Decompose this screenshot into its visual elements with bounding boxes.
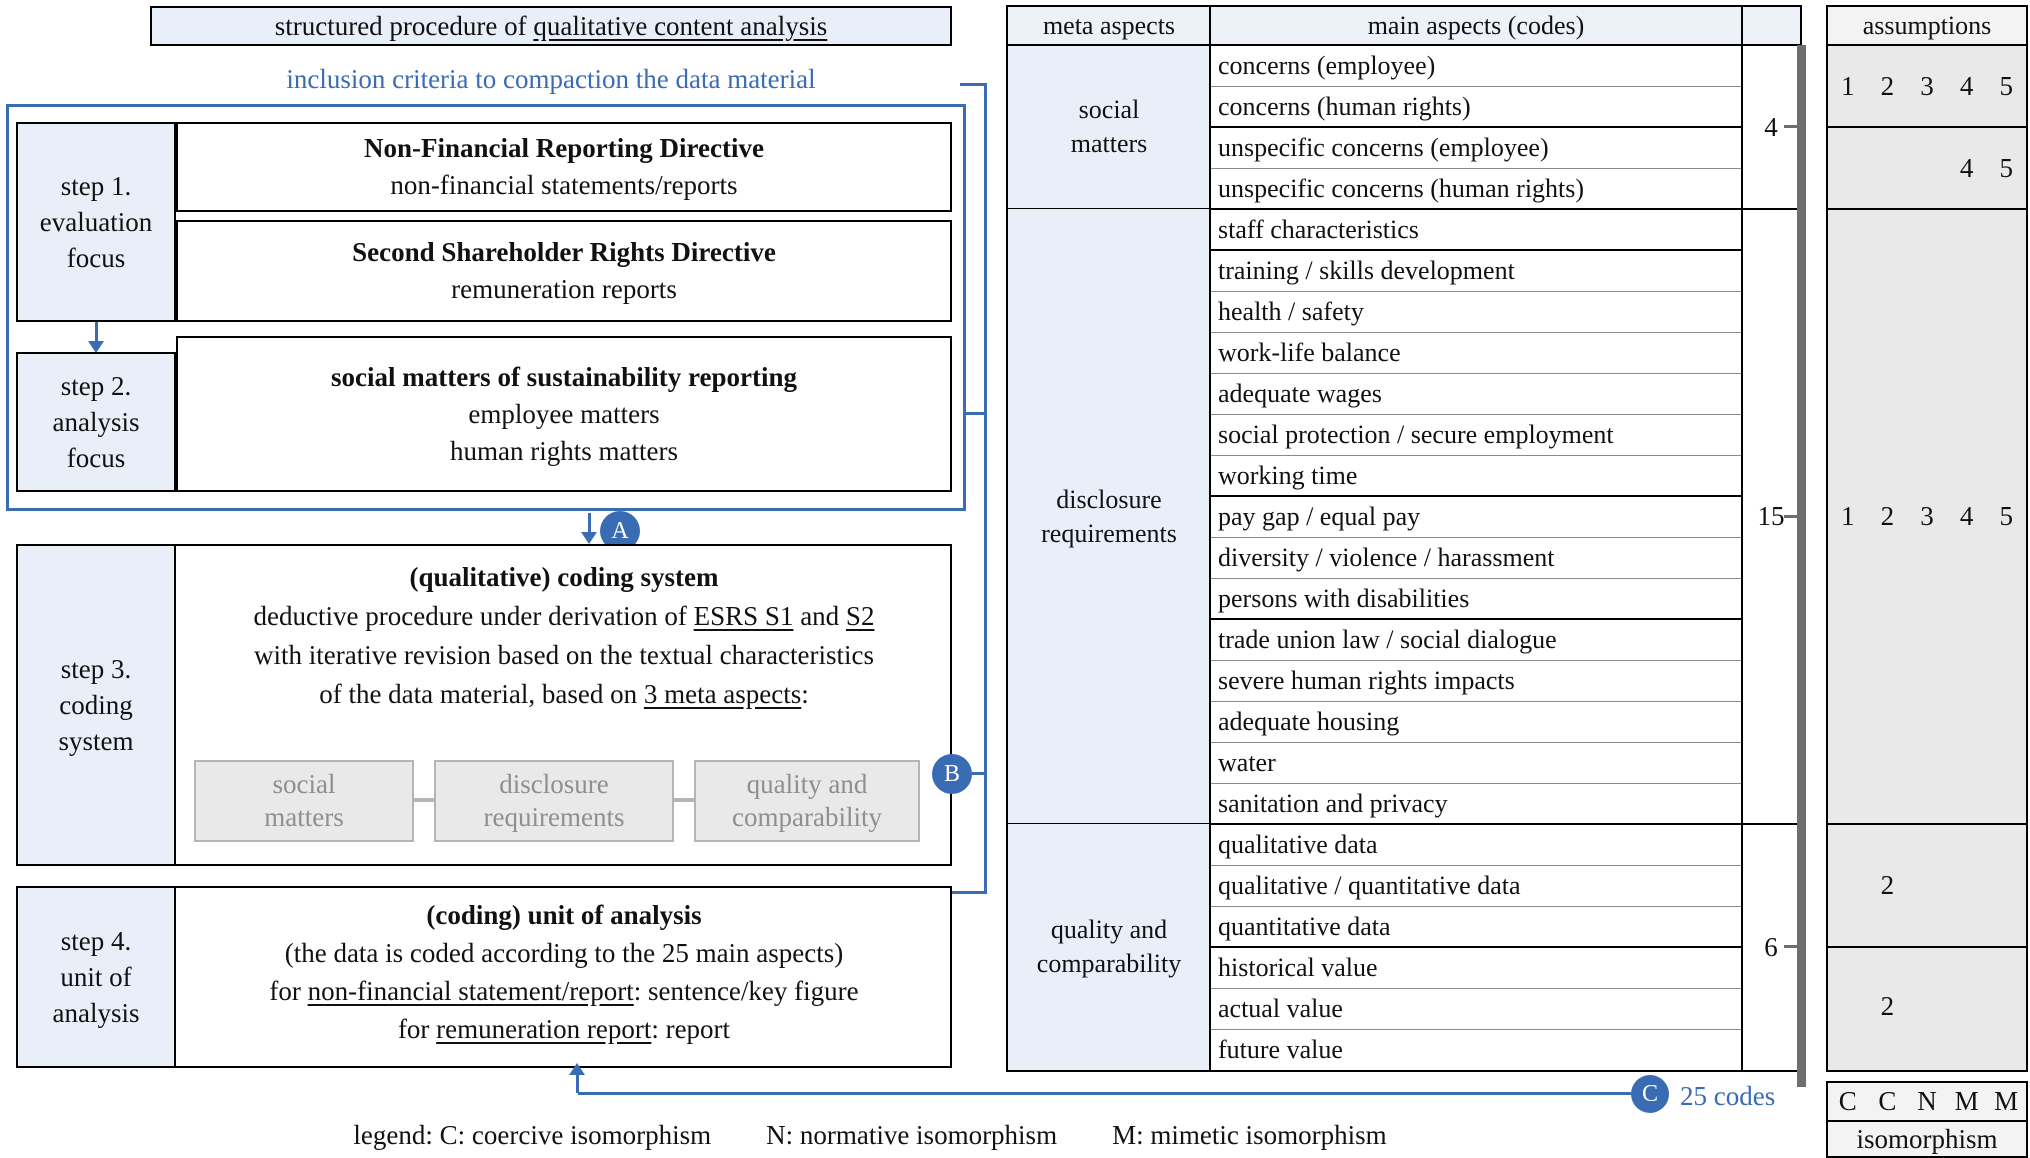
isomorphism-letter: C bbox=[1878, 1086, 1897, 1116]
assumption-number: 4 bbox=[1959, 501, 1974, 531]
codes-connector-line bbox=[578, 1092, 1631, 1095]
code-cell: unspecific concerns (employee) bbox=[1218, 133, 1549, 162]
assumptions-panel bbox=[1826, 5, 2028, 1072]
coding-system-title: (qualitative) coding system bbox=[409, 562, 719, 592]
meta-box-line: comparability bbox=[732, 802, 882, 832]
text-run: for bbox=[397, 1014, 437, 1044]
meta-box-line: requirements bbox=[483, 802, 625, 832]
count-bracket-bar bbox=[1797, 45, 1806, 1087]
meta-box-line: matters bbox=[264, 802, 344, 832]
analysis-focus-box bbox=[176, 336, 952, 492]
step-label-line: evaluation bbox=[39, 207, 153, 237]
legend-item: M: mimetic isomorphism bbox=[1112, 1120, 1387, 1150]
comb-tooth bbox=[966, 412, 986, 415]
meta-box-connector bbox=[674, 798, 694, 802]
comb-tooth bbox=[970, 772, 986, 775]
assumption-cell-divider bbox=[1828, 823, 2026, 825]
isomorphism-box bbox=[1826, 1081, 2028, 1158]
directive-subtitle: non-financial statements/reports bbox=[390, 170, 738, 200]
frame-to-step3-arrow-head bbox=[581, 532, 597, 544]
step-label-line: analysis bbox=[52, 998, 140, 1028]
text-run-underlined: 3 meta aspects bbox=[643, 679, 802, 709]
step2-label bbox=[16, 352, 176, 492]
meta-aspect-label bbox=[1008, 45, 1210, 209]
step-label-line: analysis bbox=[52, 407, 140, 437]
meta-column-divider bbox=[1209, 7, 1211, 1070]
text-run-underlined: S2 bbox=[845, 601, 875, 631]
unit-of-analysis-title: (coding) unit of analysis bbox=[426, 900, 702, 930]
coding-table bbox=[1006, 5, 1802, 1072]
code-count: 15 bbox=[1757, 501, 1785, 531]
step-label-line: step 1. bbox=[60, 171, 132, 201]
assumption-number: 5 bbox=[1999, 70, 2013, 101]
assumption-number: 4 bbox=[1959, 70, 1974, 101]
code-cell: trade union law / social dialogue bbox=[1218, 625, 1557, 654]
directive-title: Second Shareholder Rights Directive bbox=[352, 237, 776, 267]
assumption-number: 5 bbox=[1999, 152, 2013, 183]
assumption-number: 2 bbox=[1880, 991, 1895, 1021]
code-cell: health / safety bbox=[1218, 297, 1364, 326]
text-run-underlined: remuneration report bbox=[436, 1014, 652, 1044]
step3-label bbox=[16, 544, 176, 866]
text-run: : report bbox=[651, 1014, 731, 1044]
comb-tooth bbox=[952, 891, 986, 894]
meta-box-line: social bbox=[272, 769, 336, 799]
step-label-line: focus bbox=[66, 443, 126, 473]
code-cell: concerns (employee) bbox=[1218, 51, 1436, 80]
code-cell: severe human rights impacts bbox=[1218, 666, 1515, 695]
assumption-number: 4 bbox=[1959, 152, 1974, 183]
unit-of-analysis-line: (the data is coded according to the 25 main aspects) bbox=[284, 938, 844, 968]
header-divider bbox=[1008, 44, 1800, 46]
meta-box-line: quality and bbox=[746, 769, 868, 799]
main-aspects-header: main aspects (codes) bbox=[1367, 11, 1585, 40]
assumption-number: 5 bbox=[1999, 501, 2013, 531]
code-cell: work-life balance bbox=[1218, 338, 1401, 367]
meta-aspect-label-line: disclosure bbox=[1056, 484, 1162, 514]
code-cell: qualitative data bbox=[1218, 830, 1378, 859]
isomorphism-letter: M bbox=[1954, 1086, 1979, 1116]
isomorphism-letter: C bbox=[1838, 1086, 1857, 1116]
count-column-divider bbox=[1741, 7, 1743, 1070]
comb-tooth bbox=[960, 83, 986, 86]
ssrd-box bbox=[176, 220, 952, 322]
count-bracket-tick bbox=[1784, 125, 1797, 128]
step-label-line: step 3. bbox=[60, 654, 132, 684]
directive-title: Non-Financial Reporting Directive bbox=[364, 133, 764, 163]
legend-item: legend: C: coercive isomorphism bbox=[353, 1120, 712, 1150]
figure-title-prefix: structured procedure of bbox=[274, 10, 534, 41]
count-bracket-tick bbox=[1784, 515, 1797, 518]
text-run: : sentence/key figure bbox=[633, 976, 859, 1006]
code-cell: concerns (human rights) bbox=[1218, 92, 1471, 121]
meta-box-social-matters bbox=[194, 760, 414, 842]
analysis-focus-line: human rights matters bbox=[450, 435, 678, 466]
marker-a: A bbox=[600, 511, 640, 551]
code-cell: adequate housing bbox=[1218, 707, 1400, 736]
code-cell: social protection / secure employment bbox=[1218, 420, 1614, 449]
isomorphism-label: isomorphism bbox=[1856, 1124, 1998, 1154]
step-label-line: unit of bbox=[60, 962, 132, 992]
legend-item: N: normative isomorphism bbox=[766, 1120, 1058, 1150]
figure-title-underlined: qualitative content analysis bbox=[533, 10, 828, 41]
text-run-underlined: ESRS S1 bbox=[693, 601, 794, 631]
code-cell: future value bbox=[1218, 1035, 1343, 1064]
code-cell: quantitative data bbox=[1218, 912, 1391, 941]
unit-of-analysis-line bbox=[176, 972, 952, 1010]
step-label-line: focus bbox=[66, 243, 126, 273]
inclusion-criteria-label: inclusion criteria to compaction the data material bbox=[286, 64, 816, 94]
step-label-line: step 2. bbox=[60, 371, 132, 401]
coding-system-line bbox=[176, 597, 952, 636]
code-cell: pay gap / equal pay bbox=[1218, 502, 1421, 531]
code-cell: unspecific concerns (human rights) bbox=[1218, 174, 1585, 203]
code-count: 4 bbox=[1764, 111, 1778, 142]
step-label-line: step 4. bbox=[60, 926, 132, 956]
figure-title bbox=[150, 6, 952, 46]
meta-box-quality-comparability bbox=[694, 760, 920, 842]
step-label-line: system bbox=[58, 726, 134, 756]
code-cell: actual value bbox=[1218, 994, 1343, 1023]
meta-box-disclosure-requirements bbox=[434, 760, 674, 842]
code-cell: water bbox=[1218, 748, 1276, 777]
assumption-number: 1 bbox=[1841, 501, 1855, 531]
count-bracket-tick bbox=[1784, 945, 1797, 948]
meta-aspect-label-line: matters bbox=[1070, 129, 1148, 158]
step-label-line: coding bbox=[59, 690, 133, 720]
assumption-number: 1 bbox=[1841, 70, 1855, 101]
analysis-focus-line: employee matters bbox=[468, 398, 660, 429]
codes-count-label: 25 codes bbox=[1680, 1081, 1776, 1111]
text-run: deductive procedure under derivation of bbox=[253, 601, 694, 631]
marker-b: B bbox=[932, 754, 972, 794]
text-run: of the data material, based on bbox=[319, 679, 644, 709]
assumption-number: 3 bbox=[1920, 501, 1934, 531]
code-cell: training / skills development bbox=[1218, 256, 1515, 285]
text-run: : bbox=[801, 679, 809, 709]
assumption-number: 2 bbox=[1880, 870, 1895, 900]
meta-aspect-label-line: quality and bbox=[1050, 915, 1168, 944]
analysis-focus-title: social matters of sustainability reporting bbox=[331, 361, 797, 392]
text-run-underlined: non-financial statement/report bbox=[307, 976, 634, 1006]
meta-aspects-header: meta aspects bbox=[1042, 11, 1176, 40]
meta-aspect-label-line: comparability bbox=[1036, 949, 1182, 978]
code-cell: qualitative / quantitative data bbox=[1218, 871, 1521, 900]
nfrd-box bbox=[176, 122, 952, 212]
legend bbox=[150, 1120, 1590, 1151]
text-run: for bbox=[269, 976, 308, 1006]
figure-title-text bbox=[275, 11, 828, 42]
meta-aspect-label-line: requirements bbox=[1041, 518, 1177, 548]
code-count: 6 bbox=[1764, 931, 1778, 962]
code-cell: persons with disabilities bbox=[1218, 584, 1470, 613]
step4-label bbox=[16, 886, 176, 1068]
step3-text bbox=[176, 558, 952, 714]
meta-box-connector bbox=[414, 798, 434, 802]
step1-label bbox=[16, 122, 176, 322]
step4-text bbox=[176, 896, 952, 1048]
codes-to-step4-arrow-line bbox=[576, 1073, 579, 1093]
text-run: and bbox=[793, 601, 846, 631]
assumption-number: 2 bbox=[1880, 501, 1895, 531]
code-cell: diversity / violence / harassment bbox=[1218, 543, 1555, 572]
frame-to-step3-arrow-line bbox=[588, 513, 591, 534]
code-cell: sanitation and privacy bbox=[1218, 789, 1448, 818]
coding-system-line bbox=[176, 675, 952, 714]
assumption-number: 2 bbox=[1880, 70, 1895, 101]
unit-of-analysis-line bbox=[176, 1010, 952, 1048]
coding-system-line: with iterative revision based on the textual characteristics bbox=[253, 640, 875, 670]
code-cell: working time bbox=[1218, 461, 1358, 490]
code-cell: adequate wages bbox=[1218, 379, 1382, 408]
directive-subtitle: remuneration reports bbox=[451, 274, 677, 304]
meta-aspect-label bbox=[1008, 824, 1210, 1070]
assumptions-header: assumptions bbox=[1828, 7, 2026, 45]
assumption-number: 3 bbox=[1920, 70, 1934, 101]
isomorphism-letter: M bbox=[1994, 1086, 2019, 1116]
code-cell: historical value bbox=[1218, 953, 1378, 982]
meta-aspect-label-line: social bbox=[1078, 95, 1140, 124]
meta-aspect-label bbox=[1008, 209, 1210, 824]
code-cell: staff characteristics bbox=[1218, 215, 1419, 244]
meta-box-line: disclosure bbox=[499, 769, 609, 799]
assumption-cell-divider bbox=[1828, 946, 2026, 948]
marker-c: C bbox=[1631, 1075, 1669, 1113]
isomorphism-letter: N bbox=[1917, 1086, 1937, 1116]
